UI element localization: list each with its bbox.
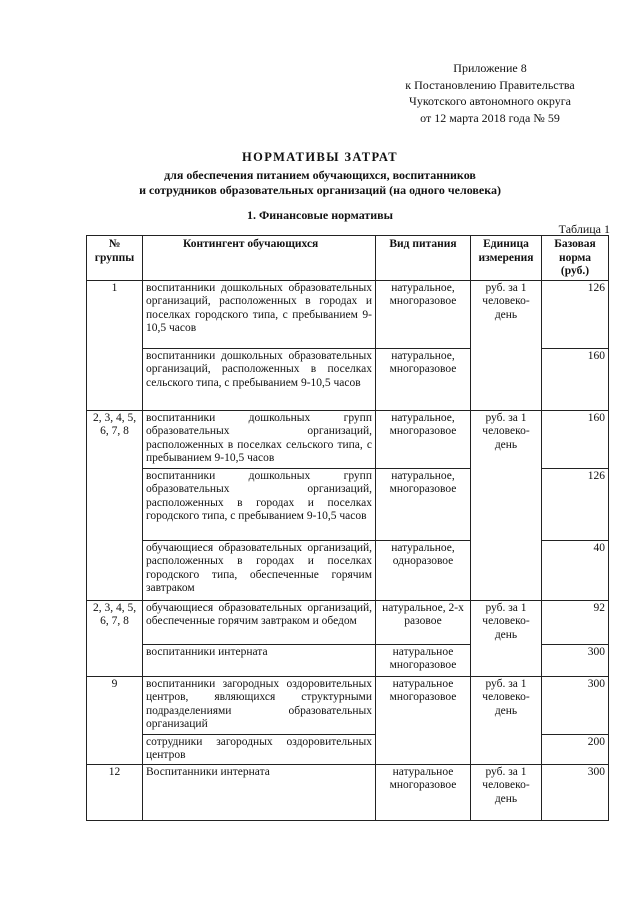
cell-food-type: натуральное многоразовое [376, 764, 471, 820]
cell-food-type: натуральное, многоразовое [376, 410, 471, 468]
cell-norm: 40 [542, 540, 609, 600]
cell-contingent: Воспитанники интерната [143, 764, 376, 820]
cell-food-type: натуральное, одноразовое [376, 540, 471, 600]
cell-unit: руб. за 1 человеко-день [471, 410, 542, 600]
header-unit: Единица измерения [471, 236, 542, 281]
section-heading: 1. Финансовые нормативы [246, 208, 394, 222]
cell-norm: 126 [542, 468, 609, 540]
header-food-type: Вид питания [376, 236, 471, 281]
cell-group: 2, 3, 4, 5, 6, 7, 8 [87, 600, 143, 676]
cell-food-type: натуральное многоразовое [376, 676, 471, 764]
cell-unit: руб. за 1 человеко-день [471, 764, 542, 820]
appendix-note [380, 60, 600, 126]
cell-unit: руб. за 1 человеко-день [471, 280, 542, 410]
header-norm: Базовая норма (руб.) [542, 236, 609, 281]
header-contingent: Контингент обучающихся [143, 236, 376, 281]
cell-norm: 300 [542, 644, 609, 676]
table-label: Таблица 1 [558, 222, 610, 236]
cell-group: 1 [87, 280, 143, 410]
cell-food-type: натуральное, многоразовое [376, 468, 471, 540]
cell-group: 12 [87, 764, 143, 820]
cell-contingent: сотрудники загородных оздоровительных центров [143, 734, 376, 764]
table-row [87, 280, 609, 348]
header-group: № группы [87, 236, 143, 281]
cell-contingent: воспитанники дошкольных образовательных организаций, расположенных в поселках сельского типа, с пребыванием 9-10,5 часов [143, 348, 376, 410]
cell-food-type: натуральное многоразовое [376, 644, 471, 676]
cell-norm: 126 [542, 280, 609, 348]
table-row [87, 764, 609, 820]
subtitle-line: для обеспечения питанием обучающихся, воспитанников [164, 168, 476, 182]
cell-unit: руб. за 1 человеко-день [471, 676, 542, 764]
cell-norm: 200 [542, 734, 609, 764]
cell-norm: 92 [542, 600, 609, 644]
table-header-row [87, 236, 609, 281]
table-row [87, 676, 609, 734]
cell-contingent: обучающиеся образовательных организаций, расположенных в городах и поселках городского типа, обеспеченные горячим завтраком [143, 540, 376, 600]
cell-contingent: обучающиеся образовательных организаций, обеспеченные горячим завтраком и обедом [143, 600, 376, 644]
appendix-line: Приложение 8 [453, 61, 527, 75]
subtitle-line: и сотрудников образовательных организаций (на одного человека) [139, 183, 501, 197]
document-title: НОРМАТИВЫ ЗАТРАТ [242, 150, 398, 164]
appendix-line: Чукотского автономного округа [409, 94, 571, 108]
cell-contingent: воспитанники интерната [143, 644, 376, 676]
cell-contingent: воспитанники дошкольных групп образовательных организаций, расположенных в городах и поселках городского типа, с пребыванием 9-10,5 часов [143, 468, 376, 540]
table-row [87, 600, 609, 644]
cell-food-type: натуральное, многоразовое [376, 348, 471, 410]
cell-group: 9 [87, 676, 143, 764]
cell-unit: руб. за 1 человеко-день [471, 600, 542, 676]
appendix-line: от 12 марта 2018 года № 59 [420, 110, 560, 125]
cell-norm: 160 [542, 348, 609, 410]
appendix-line: к Постановлению Правительства [405, 77, 575, 92]
cell-norm: 160 [542, 410, 609, 468]
norms-table [86, 235, 609, 821]
table-row [87, 410, 609, 468]
cell-food-type: натуральное, многоразовое [376, 280, 471, 348]
cell-contingent: воспитанники дошкольных образовательных организаций, расположенных в городах и поселках городского типа, с пребыванием 9-10,5 часов [143, 280, 376, 348]
cell-norm: 300 [542, 764, 609, 820]
cell-food-type: натуральное, 2-х разовое [376, 600, 471, 644]
cell-group: 2, 3, 4, 5, 6, 7, 8 [87, 410, 143, 600]
cell-contingent: воспитанники дошкольных групп образовательных организаций, расположенных в поселках сельского типа, с пребыванием 9-10,5 часов [143, 410, 376, 468]
document-subtitle [0, 168, 640, 198]
cell-contingent: воспитанники загородных оздоровительных центров, являющихся структурными подразделениями образовательных организаций [143, 676, 376, 734]
cell-norm: 300 [542, 676, 609, 734]
